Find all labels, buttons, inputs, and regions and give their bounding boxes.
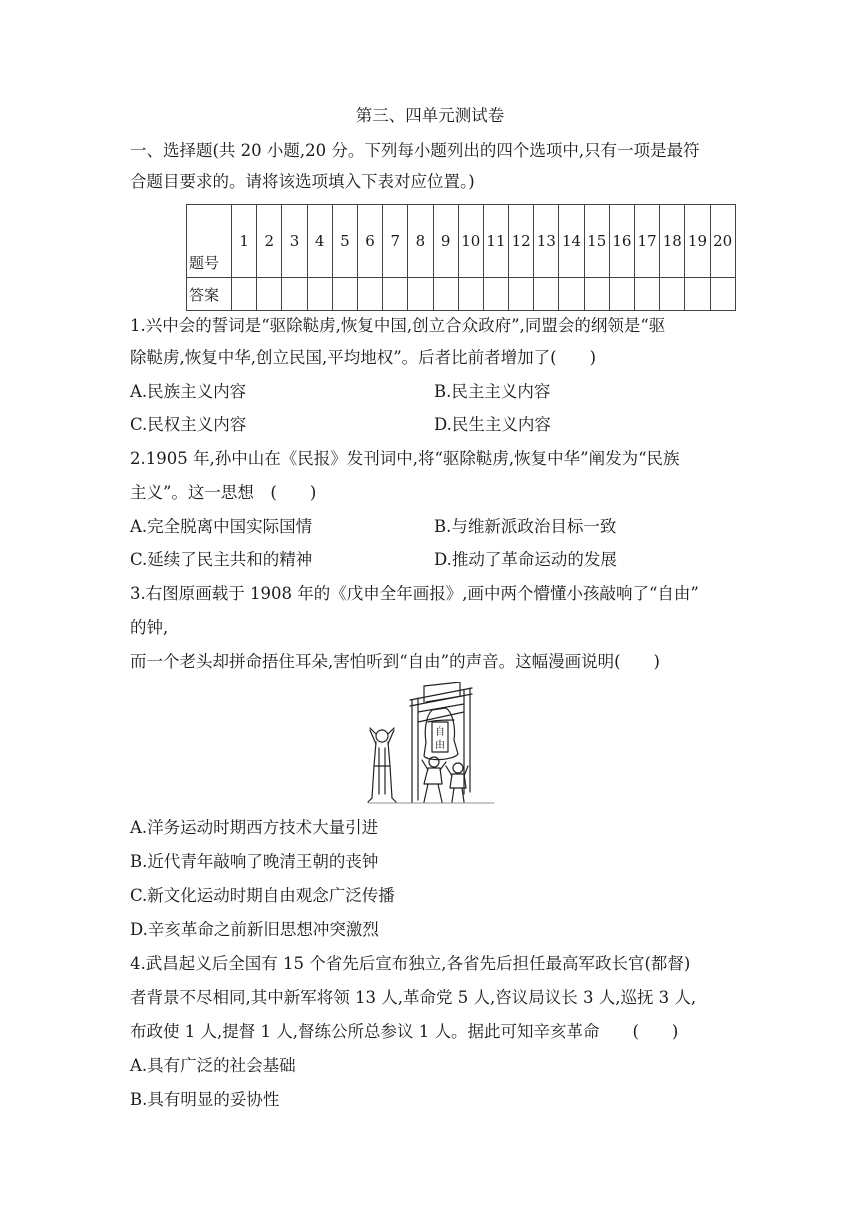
table-number-cell: 3 xyxy=(282,205,307,278)
question-1-stem-line-1: 1.兴中会的誓词是“驱除鞑虏,恢复中国,创立合众政府”,同盟会的纲领是“驱 xyxy=(130,316,666,335)
table-number-cell: 10 xyxy=(458,205,483,278)
table-number-cell: 5 xyxy=(332,205,357,278)
table-number-cell: 13 xyxy=(534,205,559,278)
answer-cell[interactable] xyxy=(408,278,433,311)
table-number-cell: 15 xyxy=(584,205,609,278)
bell-label-2: 由 xyxy=(435,740,445,751)
answer-cell[interactable] xyxy=(559,278,584,311)
answer-cell[interactable] xyxy=(257,278,282,311)
table-number-cell: 19 xyxy=(685,205,710,278)
question-1-option-c: C.民权主义内容 xyxy=(130,415,247,434)
table-number-cell: 7 xyxy=(383,205,408,278)
answer-cell[interactable] xyxy=(609,278,634,311)
question-3-stem-line-3: 而一个老头却拼命捂住耳朵,害怕听到“自由”的声音。这幅漫画说明( ) xyxy=(130,652,660,671)
answer-table-answer-row xyxy=(187,278,736,311)
table-number-cell: 11 xyxy=(483,205,508,278)
question-4-option-a: A.具有广泛的社会基础 xyxy=(130,1056,296,1075)
answer-cell[interactable] xyxy=(584,278,609,311)
question-4-stem-line-3: 布政使 1 人,提督 1 人,督练公所总参议 1 人。据此可知辛亥革命 ( ) xyxy=(130,1022,679,1041)
answer-cell[interactable] xyxy=(710,278,735,311)
answer-cell[interactable] xyxy=(332,278,357,311)
table-number-cell: 18 xyxy=(660,205,685,278)
answer-cell[interactable] xyxy=(660,278,685,311)
question-1-option-b: B.民主主义内容 xyxy=(434,382,551,401)
answer-cell[interactable] xyxy=(635,278,660,311)
question-3-option-d: D.辛亥革命之前新旧思想冲突激烈 xyxy=(130,920,379,939)
question-4-option-b: B.具有明显的妥协性 xyxy=(130,1090,280,1109)
table-number-cell: 8 xyxy=(408,205,433,278)
answer-cell[interactable] xyxy=(483,278,508,311)
table-number-cell: 16 xyxy=(609,205,634,278)
section-instructions-line-2: 合题目要求的。请将该选项填入下表对应位置。) xyxy=(130,172,475,191)
table-number-cell: 20 xyxy=(710,205,735,278)
table-number-cell: 17 xyxy=(635,205,660,278)
question-1-option-d: D.民生主义内容 xyxy=(434,415,551,434)
answer-cell[interactable] xyxy=(458,278,483,311)
question-1-option-a: A.民族主义内容 xyxy=(130,382,247,401)
question-2-option-d: D.推动了革命运动的发展 xyxy=(434,550,617,569)
question-2-stem-line-2: 主义”。这一思想 ( ) xyxy=(130,483,317,502)
question-3-option-c: C.新文化运动时期自由观念广泛传播 xyxy=(130,886,395,905)
question-3-stem-line-2: 的钟, xyxy=(130,618,169,637)
answer-table-number-row xyxy=(187,205,736,278)
question-2-option-c: C.延续了民主共和的精神 xyxy=(130,550,313,569)
question-3-stem-line-1: 3.右图原画载于 1908 年的《戊申全年画报》,画中两个懵懂小孩敲响了“自由” xyxy=(130,584,699,603)
answer-cell[interactable] xyxy=(685,278,710,311)
table-number-cell: 4 xyxy=(307,205,332,278)
table-number-cell: 6 xyxy=(357,205,382,278)
question-2-option-b: B.与维新派政治目标一致 xyxy=(434,517,617,536)
question-2-option-a: A.完全脱离中国实际国情 xyxy=(130,517,313,536)
question-3-option-b: B.近代青年敲响了晚清王朝的丧钟 xyxy=(130,852,379,871)
section-instructions-line-1: 一、选择题(共 20 小题,20 分。下列每小题列出的四个选项中,只有一项是最符 xyxy=(130,141,700,160)
liberty-bell-cartoon xyxy=(366,682,496,808)
question-4-stem-line-2: 者背景不尽相同,其中新军将领 13 人,革命党 5 人,咨议局议长 3 人,巡抚 3 人, xyxy=(130,988,697,1007)
answer-cell[interactable] xyxy=(307,278,332,311)
question-3-option-a: A.洋务运动时期西方技术大量引进 xyxy=(130,818,379,837)
bell-label-1: 自 xyxy=(435,727,445,738)
answer-table-row-label: 答案 xyxy=(187,278,232,311)
table-number-cell: 12 xyxy=(509,205,534,278)
answer-cell[interactable] xyxy=(232,278,257,311)
question-1-stem-line-2: 除鞑虏,恢复中华,创立民国,平均地权”。后者比前者增加了( ) xyxy=(130,348,597,367)
answer-cell[interactable] xyxy=(383,278,408,311)
table-number-cell: 14 xyxy=(559,205,584,278)
answer-cell[interactable] xyxy=(282,278,307,311)
table-number-cell: 2 xyxy=(257,205,282,278)
answer-table-row-label: 题号 xyxy=(187,205,232,278)
answer-cell[interactable] xyxy=(433,278,458,311)
question-2-stem-line-1: 2.1905 年,孙中山在《民报》发刊词中,将“驱除鞑虏,恢复中华”阐发为“民族 xyxy=(130,449,680,468)
question-4-stem-line-1: 4.武昌起义后全国有 15 个省先后宣布独立,各省先后担任最高军政长官(都督) xyxy=(130,954,691,973)
table-number-cell: 9 xyxy=(433,205,458,278)
answer-cell[interactable] xyxy=(509,278,534,311)
answer-table xyxy=(186,204,736,311)
page-title: 第三、四单元测试卷 xyxy=(355,106,505,125)
table-number-cell: 1 xyxy=(232,205,257,278)
answer-cell[interactable] xyxy=(357,278,382,311)
answer-cell[interactable] xyxy=(534,278,559,311)
